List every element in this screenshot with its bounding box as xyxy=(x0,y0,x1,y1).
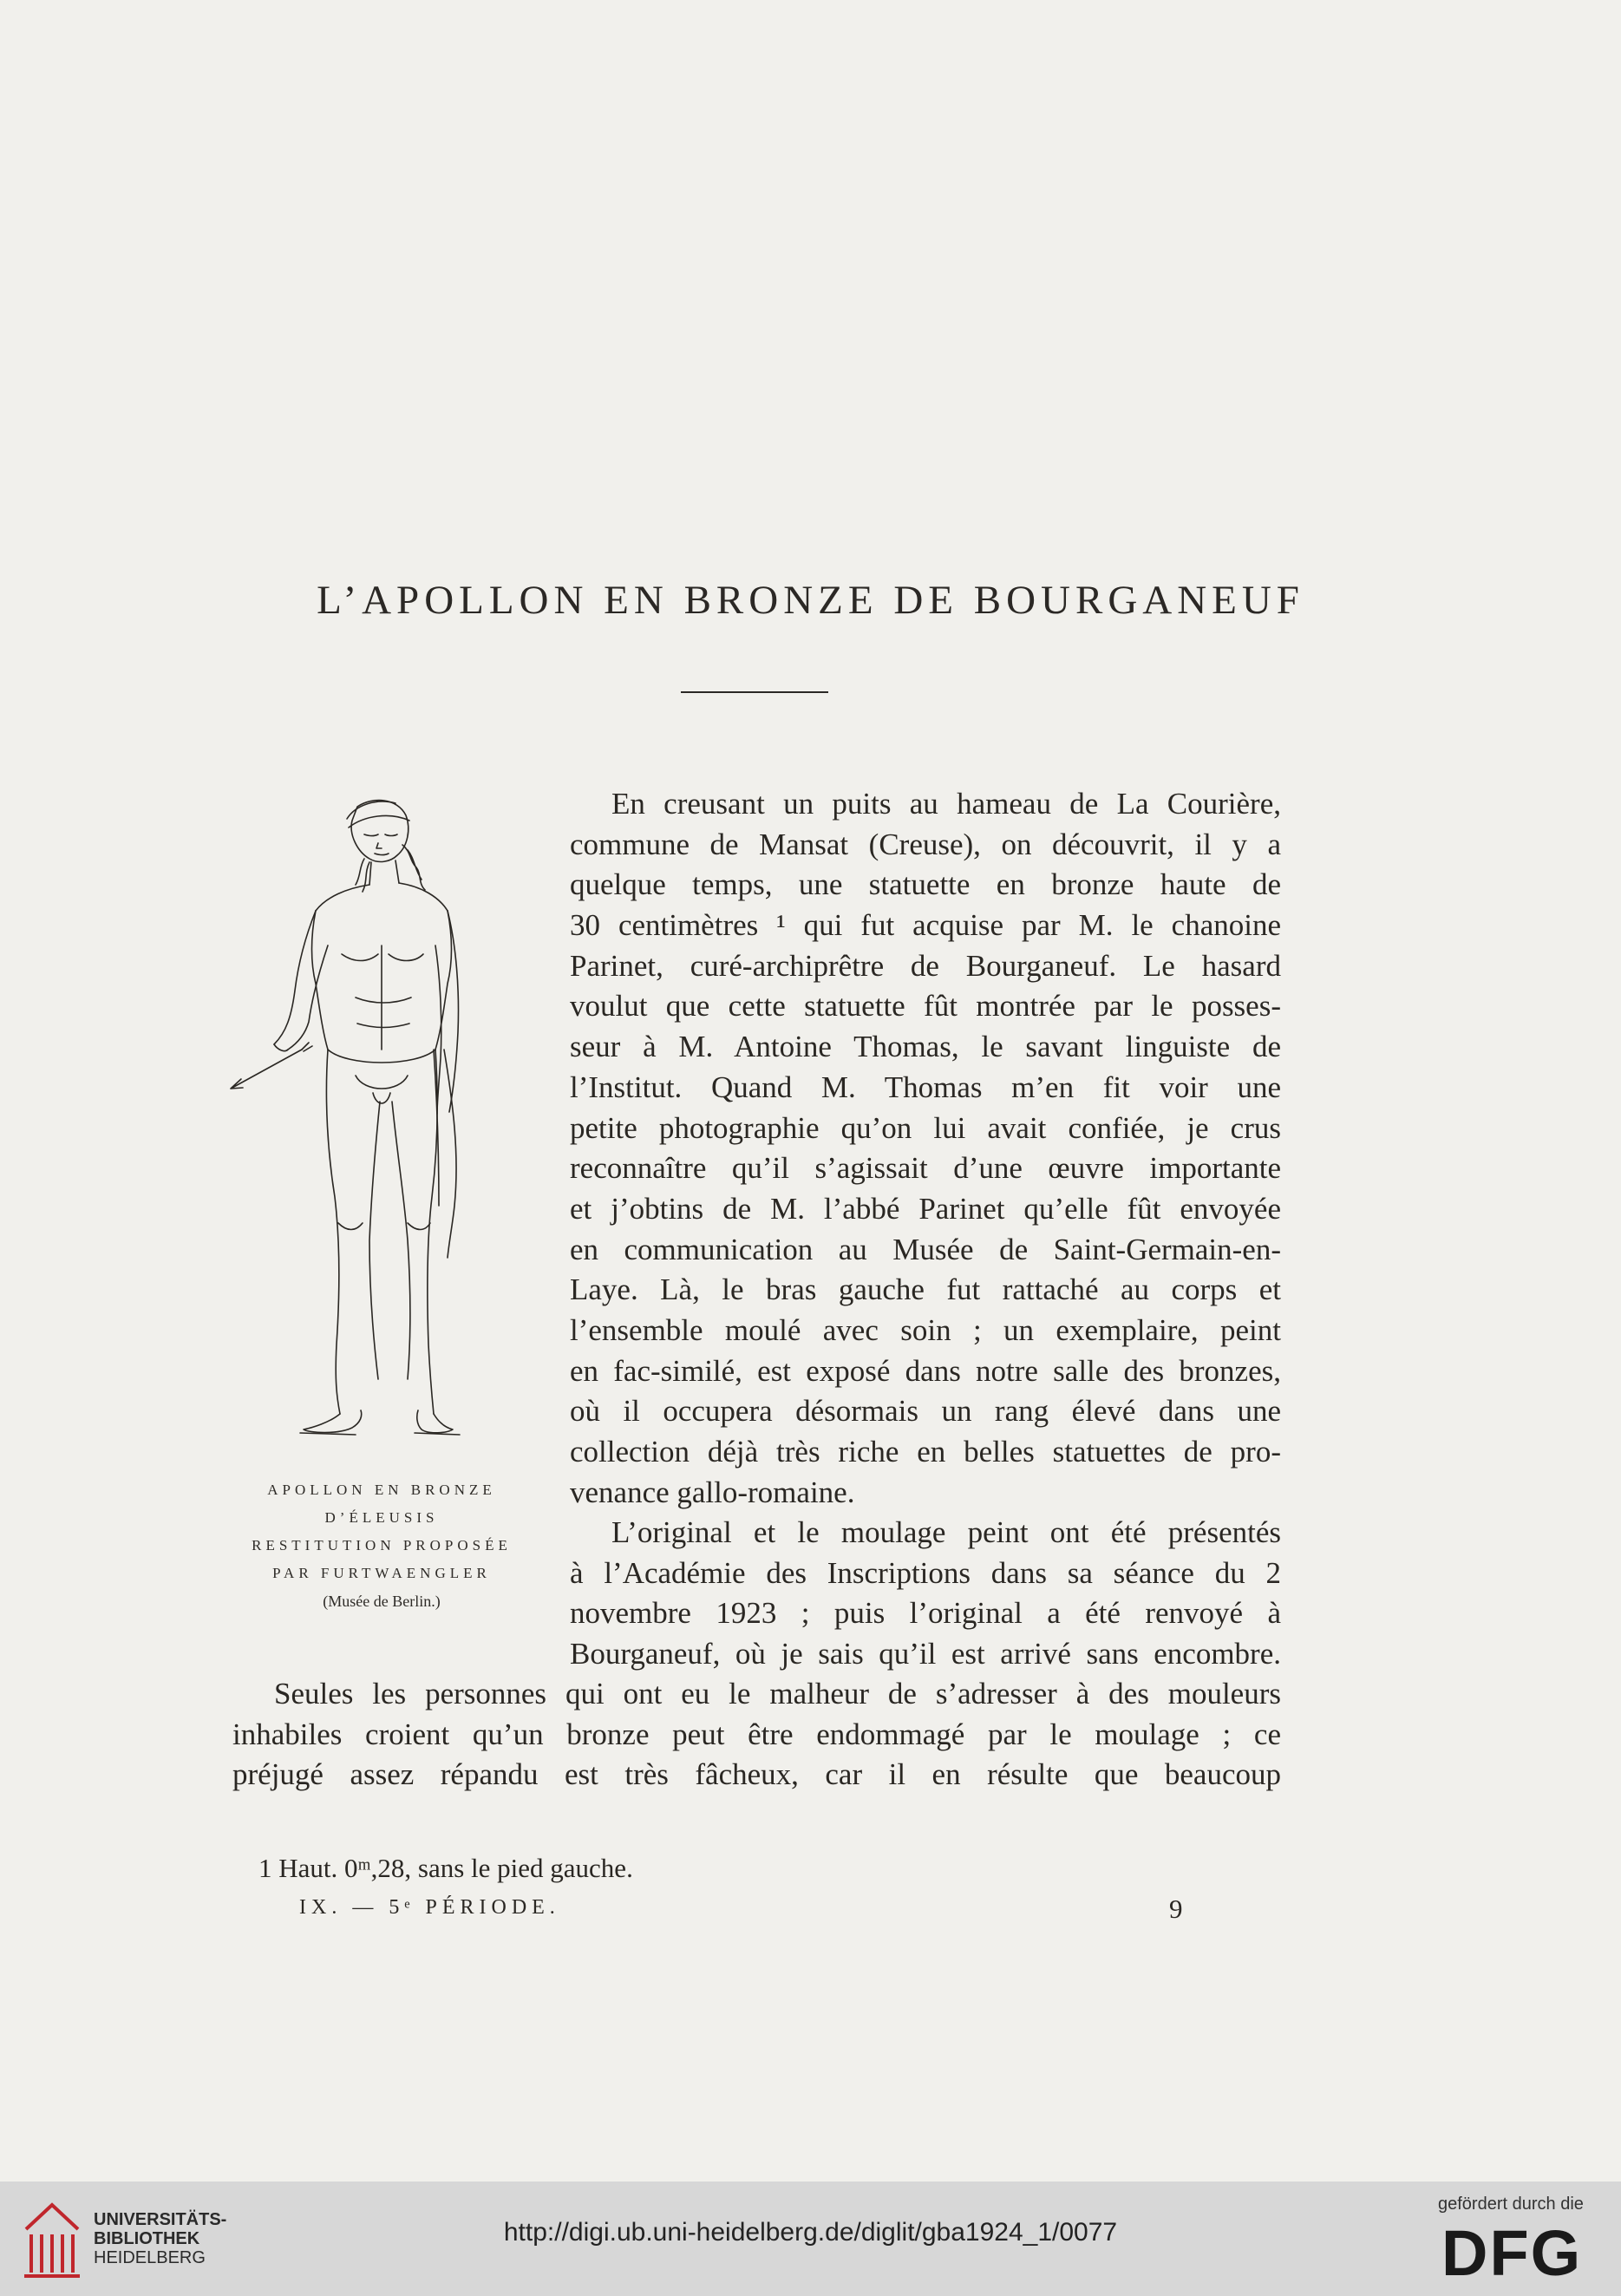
caption-line: (Musée de Berlin.) xyxy=(323,1593,441,1610)
text-line: quelque temps, une statuette en bronze haute de xyxy=(570,867,1281,902)
footnote: 1 Haut. 0ᵐ,28, sans le pied gauche. xyxy=(258,1853,633,1883)
text-line: venance gallo-romaine. xyxy=(570,1475,855,1509)
library-name-line: HEIDELBERG xyxy=(94,2248,206,2267)
text-line: où il occupera désormais un rang élevé dans une xyxy=(570,1394,1281,1429)
text-line: Parinet, curé-archiprêtre de Bourganeuf. Le hasard xyxy=(570,948,1281,983)
dfg-logo[interactable]: DFG xyxy=(1441,2217,1583,2289)
text-line: en fac-similé, est exposé dans notre salle des bronzes, xyxy=(570,1353,1281,1388)
text-line: petite photographie qu’on lui avait confiée, je crus xyxy=(570,1110,1281,1145)
library-name-line: UNIVERSITÄTS- xyxy=(94,2210,227,2229)
text-line: Laye. Là, le bras gauche fut rattaché au corps et xyxy=(570,1272,1281,1307)
text-line: 30 centimètres ¹ qui fut acquise par M. le chanoine xyxy=(570,908,1281,943)
signature-mark: IX. — 5ᵉ PÉRIODE. xyxy=(299,1896,560,1919)
sponsor-text: gefördert durch die xyxy=(1438,2195,1584,2214)
body-full-width xyxy=(232,1674,1281,1796)
text-line: inhabiles croient qu’un bronze peut être endommagé par le moulage ; ce xyxy=(232,1717,1281,1751)
body-column-2 xyxy=(570,1513,1281,1675)
permalink-url[interactable]: http://digi.ub.uni-heidelberg.de/diglit/gba1924_1/0077 xyxy=(503,2218,1118,2247)
text-line: L’original et le moulage peint ont été présentés xyxy=(611,1515,1281,1549)
caption-line: APOLLON EN BRONZE xyxy=(267,1482,496,1498)
title-divider xyxy=(681,691,828,693)
text-line: voulut que cette statuette fût montrée par le posses- xyxy=(570,989,1281,1024)
text-line: collection déjà très riche en belles statuettes de pro- xyxy=(570,1435,1281,1469)
text-line: Seules les personnes qui ont eu le malheur de s’adresser à des mouleurs xyxy=(274,1677,1281,1711)
article-title: L’APOLLON EN BRONZE DE BOURGANEUF xyxy=(317,578,1304,623)
text-line: seur à M. Antoine Thomas, le savant linguiste de xyxy=(570,1030,1281,1064)
apollo-statue-illustration xyxy=(226,789,520,1449)
text-line: En creusant un puits au hameau de La Courière, xyxy=(611,787,1281,821)
text-line: commune de Mansat (Creuse), on découvrit, il y a xyxy=(570,827,1281,861)
text-line: préjugé assez répandu est très fâcheux, car il en résulte que beaucoup xyxy=(232,1757,1281,1792)
text-line: à l’Académie des Inscriptions dans sa séance du 2 xyxy=(570,1555,1281,1590)
page-number: 9 xyxy=(1169,1894,1183,1924)
caption-line: RESTITUTION PROPOSÉE xyxy=(252,1537,512,1554)
library-name-line: BIBLIOTHEK xyxy=(94,2229,200,2248)
text-line: l’ensemble moulé avec soin ; un exemplaire, peint xyxy=(570,1312,1281,1347)
text-line: Bourganeuf, où je sais qu’il est arrivé sans encombre. xyxy=(570,1637,1281,1671)
text-line: reconnaître qu’il s’agissait d’une œuvre importante xyxy=(570,1151,1281,1186)
text-line: en communication au Musée de Saint-Germain-en- xyxy=(570,1232,1281,1266)
text-line: et j’obtins de M. l’abbé Parinet qu’elle fût envoyée xyxy=(570,1191,1281,1226)
caption-line: D’ÉLEUSIS xyxy=(324,1509,439,1526)
text-line: l’Institut. Quand M. Thomas m’en fit voir une xyxy=(570,1070,1281,1104)
caption-line: PAR FURTWAENGLER xyxy=(272,1565,491,1581)
figure-caption xyxy=(212,1476,551,1615)
body-column xyxy=(570,784,1281,1513)
text-line: novembre 1923 ; puis l’original a été renvoyé à xyxy=(570,1596,1281,1631)
